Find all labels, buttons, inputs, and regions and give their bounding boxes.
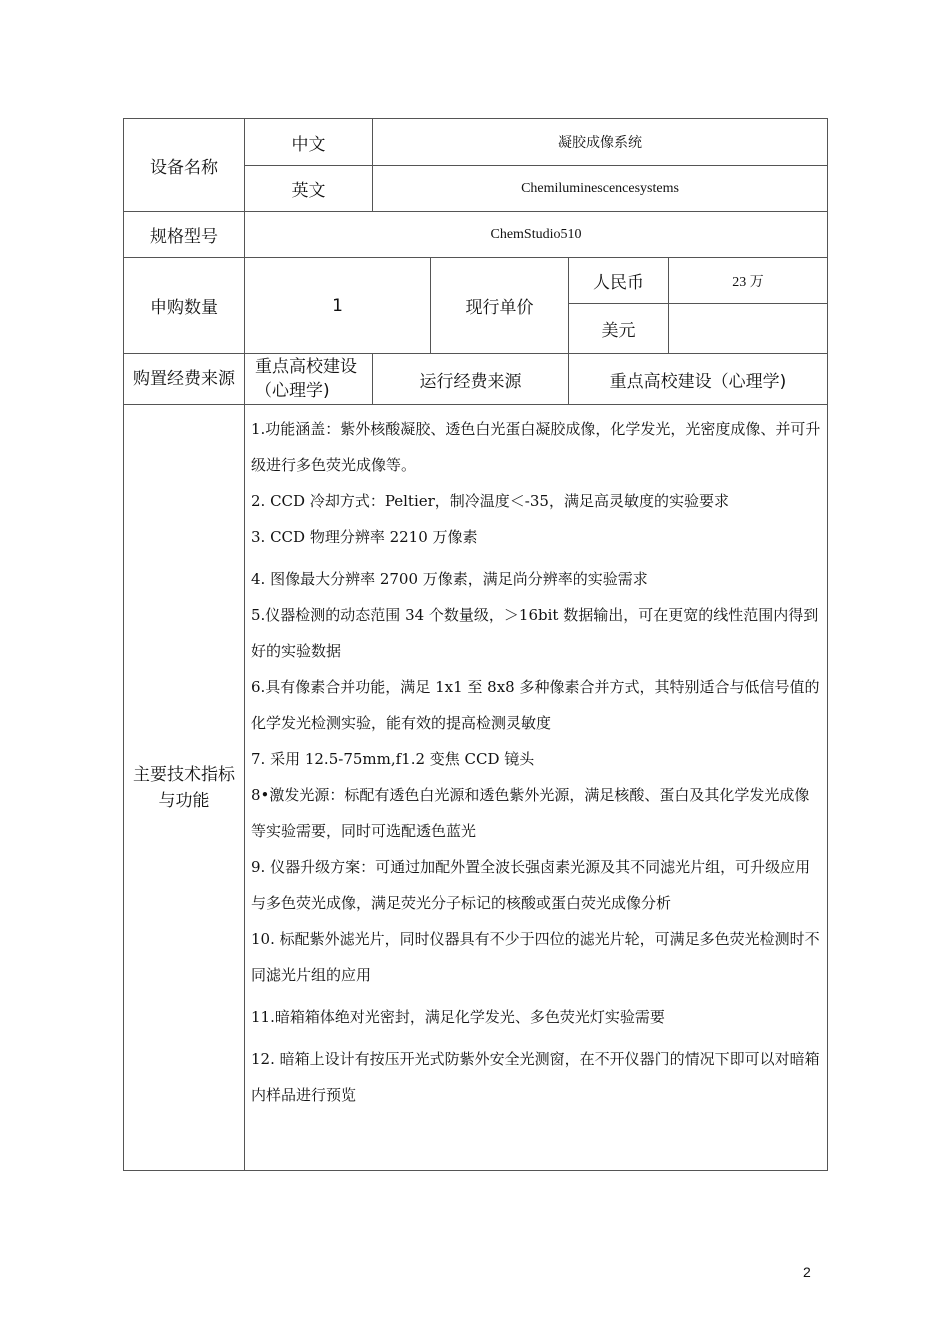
model-value: ChemStudio510: [245, 212, 828, 258]
usd-label: 美元: [569, 304, 669, 354]
purchase-funding-value: 重点高校建设（心理学): [245, 354, 373, 405]
operating-funding-value: 重点高校建设（心理学): [569, 354, 828, 405]
unit-price-label: 现行单价: [431, 258, 569, 354]
device-name-label: 设备名称: [124, 119, 245, 212]
operating-funding-label: 运行经费来源: [373, 354, 569, 405]
english-label: 英文: [245, 166, 373, 212]
row-model: [124, 212, 828, 258]
row-chinese-name: [124, 119, 828, 166]
chinese-label: 中文: [245, 119, 373, 166]
spec-item-1: 1.功能涵盖：紫外核酸凝胶、透色白光蛋白凝胶成像，化学发光，光密度成像、并可升级进行多色荧光成像等。: [251, 420, 821, 474]
spec-item-3: 3. CCD 物理分辨率 2210 万像素: [251, 528, 478, 546]
quantity-value: 1: [245, 258, 431, 354]
specs-label: 主要技术指标与功能: [124, 405, 245, 1171]
row-specs: [124, 405, 828, 1171]
page-number: 2: [803, 1264, 811, 1280]
spec-item-10: 10. 标配紫外滤光片，同时仪器具有不少于四位的滤光片轮，可满足多色荧光检测时不同滤光片组的应用: [251, 930, 820, 984]
chinese-name-value: 凝胶成像系统: [373, 119, 828, 166]
english-name-value: Chemiluminescencesystems: [373, 166, 828, 212]
spec-item-6: 6.具有像素合并功能，满足 1x1 至 8x8 多种像素合并方式，其特别适合与低信号值的化学发光检测实验，能有效的提高检测灵敏度: [251, 678, 820, 732]
row-quantity-rmb: [124, 258, 828, 304]
spec-item-2: 2. CCD 冷却方式：Peltier，制冷温度＜-35，满足高灵敏度的实验要求: [251, 492, 729, 510]
row-funding: [124, 354, 828, 405]
spec-item-7: 7. 采用 12.5-75mm,f1.2 变焦 CCD 镜头: [251, 750, 535, 768]
usd-value: [669, 304, 828, 354]
specs-list: [245, 405, 828, 1171]
equipment-table: [123, 118, 828, 1171]
spec-item-5: 5.仪器检测的动态范围 34 个数量级，＞16bit 数据输出，可在更宽的线性范围内得到好的实验数据: [251, 606, 819, 660]
spec-item-4: 4. 图像最大分辨率 2700 万像素，满足尚分辨率的实验需求: [251, 570, 648, 588]
spec-item-9: 9. 仪器升级方案：可通过加配外置全波长强卤素光源及其不同滤光片组，可升级应用与多色荧光成像，满足荧光分子标记的核酸或蛋白荧光成像分析: [251, 858, 811, 912]
spec-item-12: 12. 暗箱上设计有按压开光式防紫外安全光测窗，在不开仪器门的情况下即可以对暗箱内样品进行预览: [251, 1050, 820, 1104]
purchase-funding-label: 购置经费来源: [124, 354, 245, 405]
spec-item-8: 8•激发光源：标配有透色白光源和透色紫外光源，满足核酸、蛋白及其化学发光成像等实验需要，同时可选配透色蓝光: [251, 786, 810, 840]
quantity-label: 申购数量: [124, 258, 245, 354]
model-label: 规格型号: [124, 212, 245, 258]
spec-item-11: 11.暗箱箱体绝对光密封，满足化学发光、多色荧光灯实验需要: [251, 1008, 665, 1026]
rmb-label: 人民币: [569, 258, 669, 304]
rmb-value: 23 万: [669, 258, 828, 304]
